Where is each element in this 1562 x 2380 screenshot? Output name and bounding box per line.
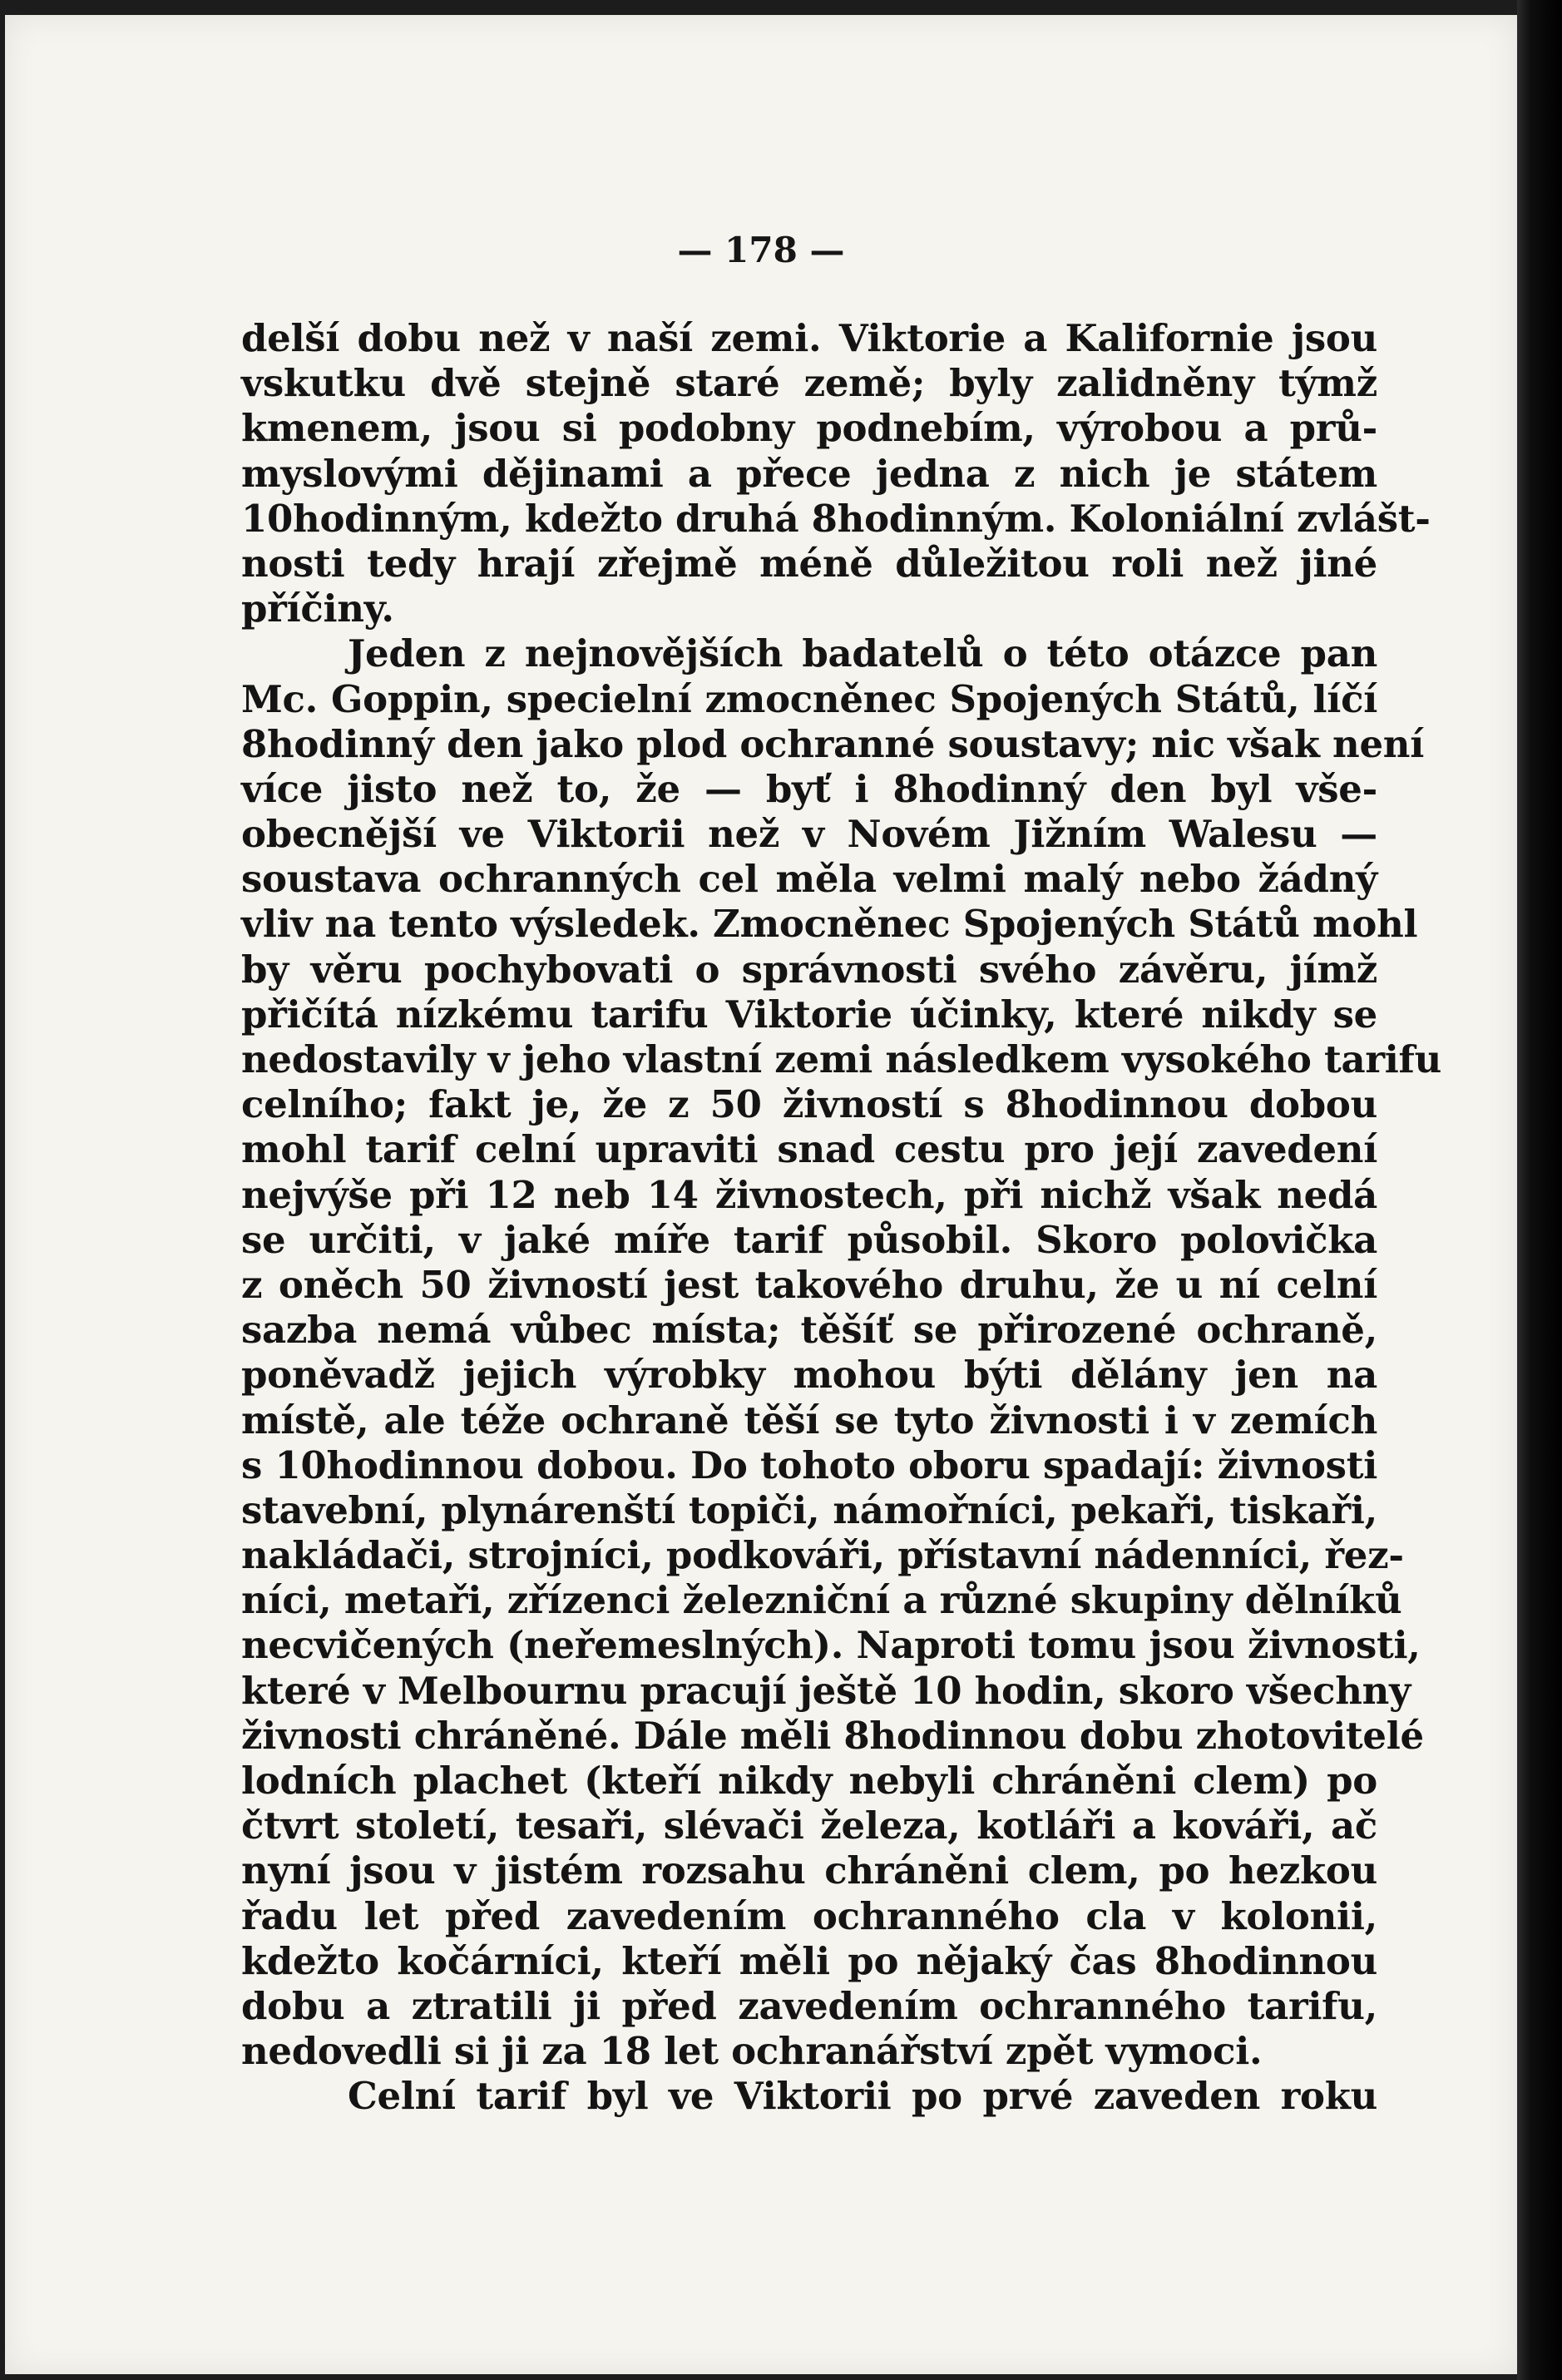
text-line: myslovými dějinami a přece jedna z nich je státem bbox=[241, 451, 1377, 496]
text-line: řadu let před zavedením ochranného cla v kolonii, bbox=[241, 1893, 1377, 1938]
text-line: Celní tarif byl ve Viktorii po prvé zaveden roku bbox=[348, 2074, 1377, 2119]
text-line: nakládači, strojníci, podkováři, přístavní nádenníci, řez- bbox=[241, 1533, 1404, 1578]
text-line: poněvadž jejich výrobky mohou býti dělány jen na bbox=[241, 1353, 1377, 1398]
text-line: přičítá nízkému tarifu Viktorie účinky, které nikdy se bbox=[241, 992, 1377, 1037]
text-line: dobu a ztratili ji před zavedením ochranného tarifu, bbox=[241, 1983, 1377, 2028]
text-line: stavební, plynárenští topiči, námořníci, pekaři, tiskaři, bbox=[241, 1487, 1377, 1532]
text-line: více jisto než to, že — byť i 8hodinný den byl vše- bbox=[241, 766, 1377, 811]
text-line: níci, metaři, zřízenci železniční a různé skupiny dělníků bbox=[241, 1578, 1402, 1623]
text-line: se určiti, v jaké míře tarif působil. Skoro polovička bbox=[241, 1217, 1377, 1262]
text-line: čtvrt století, tesaři, slévači železa, kotláři a kováři, ač bbox=[241, 1804, 1377, 1848]
page-number: — 178 — bbox=[677, 230, 845, 270]
text-line: lodních plachet (kteří nikdy nebyli chráněni clem) po bbox=[241, 1759, 1377, 1803]
text-line: příčiny. bbox=[241, 586, 394, 631]
text-line: vskutku dvě stejně staré země; byly zalidněny týmž bbox=[241, 361, 1377, 406]
text-line: nedostavily v jeho vlastní zemi následkem vysokého tarifu bbox=[241, 1037, 1442, 1081]
text-line: nedovedli si ji za 18 let ochranářství zpět vymoci. bbox=[241, 2029, 1263, 2074]
text-line: nyní jsou v jistém rozsahu chráněni clem, po hezkou bbox=[241, 1848, 1377, 1893]
text-line: místě, ale téže ochraně těší se tyto živnosti i v zemích bbox=[241, 1398, 1377, 1442]
text-line: obecnější ve Viktorii než v Novém Jižním Walesu — bbox=[241, 812, 1377, 857]
text-line: kdežto kočárníci, kteří měli po nějaký čas 8hodinnou bbox=[241, 1938, 1377, 1983]
text-line: necvičených (neřemeslných). Naproti tomu jsou živnosti, bbox=[241, 1623, 1421, 1668]
text-line: nosti tedy hrají zřejmě méně důležitou roli než jiné bbox=[241, 541, 1377, 586]
text-line: kmenem, jsou si podobny podnebím, výrobou a prů- bbox=[241, 406, 1377, 451]
text-line: s 10hodinnou dobou. Do tohoto oboru spadají: živnosti bbox=[241, 1442, 1377, 1487]
book-page bbox=[5, 15, 1517, 2374]
text-line: by věru pochybovati o správnosti svého závěru, jímž bbox=[241, 947, 1377, 992]
text-line: 8hodinný den jako plod ochranné soustavy; nic však není bbox=[241, 721, 1425, 766]
text-line: Jeden z nejnovějších badatelů o této otázce pan bbox=[348, 631, 1377, 676]
text-line: Mc. Goppin, specielní zmocněnec Spojených Států, líčí bbox=[241, 676, 1377, 721]
scan-edge bbox=[1517, 0, 1562, 2380]
text-line: soustava ochranných cel měla velmi malý nebo žádný bbox=[241, 857, 1377, 902]
text-line: 10hodinným, kdežto druhá 8hodinným. Koloniální zvlášt- bbox=[241, 496, 1431, 541]
text-line: nejvýše při 12 neb 14 živnostech, při nichž však nedá bbox=[241, 1172, 1377, 1217]
text-line: delší dobu než v naší zemi. Viktorie a Kalifornie jsou bbox=[241, 316, 1377, 360]
text-line: živnosti chráněné. Dále měli 8hodinnou dobu zhotovitelé bbox=[241, 1713, 1424, 1758]
text-line: mohl tarif celní upraviti snad cestu pro její zavedení bbox=[241, 1127, 1377, 1172]
text-line: celního; fakt je, že z 50 živností s 8hodinnou dobou bbox=[241, 1082, 1377, 1127]
text-line: vliv na tento výsledek. Zmocněnec Spojených Států mohl bbox=[241, 902, 1418, 947]
text-line: sazba nemá vůbec místa; těšíť se přirozené ochraně, bbox=[241, 1308, 1377, 1353]
text-line: které v Melbournu pracují ještě 10 hodin, skoro všechny bbox=[241, 1668, 1411, 1713]
body-text bbox=[241, 316, 1442, 2120]
text-line: z oněch 50 živností jest takového druhu, že u ní celní bbox=[241, 1262, 1377, 1307]
